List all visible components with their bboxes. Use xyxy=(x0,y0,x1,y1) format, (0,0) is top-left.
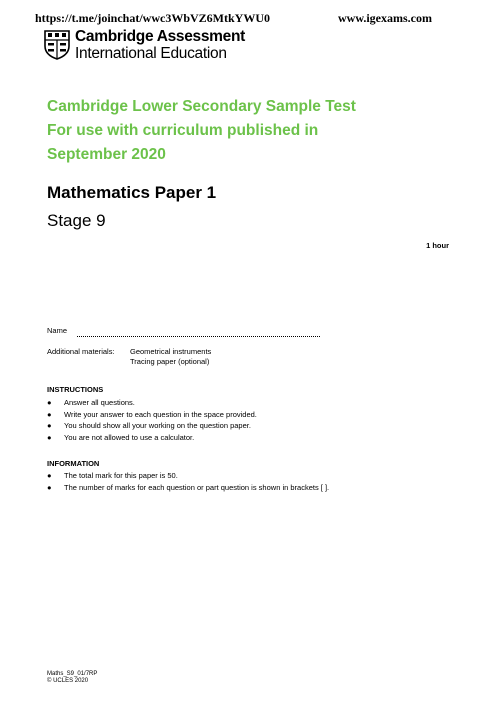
information-text: The number of marks for each question or part question is shown in brackets [ ]. xyxy=(64,482,330,492)
list-item xyxy=(47,432,257,444)
paper-title: Mathematics Paper 1 xyxy=(47,183,217,202)
stage-label: Stage 9 xyxy=(47,211,106,230)
information-heading: INFORMATION xyxy=(47,459,100,468)
information-text: The total mark for this paper is 50. xyxy=(64,471,178,480)
bullet-icon: ● xyxy=(47,409,52,419)
materials-label: Additional materials: xyxy=(47,347,115,356)
title-line-3: September 2020 xyxy=(47,146,166,163)
bullet-icon: ● xyxy=(47,482,52,492)
list-item xyxy=(47,420,257,432)
instruction-text: You should show all your working on the question paper. xyxy=(64,421,251,430)
name-label: Name xyxy=(47,326,68,335)
bullet-icon: ● xyxy=(47,421,52,430)
name-field[interactable] xyxy=(77,336,320,337)
logo-wordmark xyxy=(75,28,245,62)
website-link[interactable]: www.igexams.com xyxy=(338,11,432,25)
bullet-icon: ● xyxy=(47,432,52,442)
instruction-text: You are not allowed to use a calculator. xyxy=(64,432,195,442)
title-line-1: Cambridge Lower Secondary Sample Test xyxy=(47,98,356,115)
instructions-heading: INSTRUCTIONS xyxy=(47,385,104,394)
list-item xyxy=(47,470,329,482)
material-item: Tracing paper (optional) xyxy=(130,357,210,366)
cambridge-crest-icon xyxy=(44,30,70,60)
information-list xyxy=(47,470,329,493)
bullet-icon: ● xyxy=(47,471,52,480)
materials-list xyxy=(130,347,211,367)
footer xyxy=(47,671,97,685)
document-code: Maths_S9_01/7RP xyxy=(47,671,98,677)
telegram-link[interactable]: https://t.me/joinchat/wwc3WbVZ6MtkYWU0 xyxy=(35,11,270,25)
list-item xyxy=(47,397,257,409)
material-item: Geometrical instruments xyxy=(130,347,212,356)
sample-test-title xyxy=(47,95,356,167)
instruction-text: Write your answer to each question in the space provided. xyxy=(64,409,257,419)
copyright: © UCLES 2020 xyxy=(47,678,89,684)
logo-line-1: Cambridge Assessment xyxy=(75,28,246,45)
duration-label: 1 hour xyxy=(426,241,449,250)
logo-line-2: International Education xyxy=(75,45,227,62)
list-item xyxy=(47,482,329,494)
list-item xyxy=(47,409,257,421)
instructions-list xyxy=(47,397,257,443)
instruction-text: Answer all questions. xyxy=(64,398,135,407)
bullet-icon: ● xyxy=(47,398,52,407)
title-line-2: For use with curriculum published in xyxy=(47,122,319,139)
